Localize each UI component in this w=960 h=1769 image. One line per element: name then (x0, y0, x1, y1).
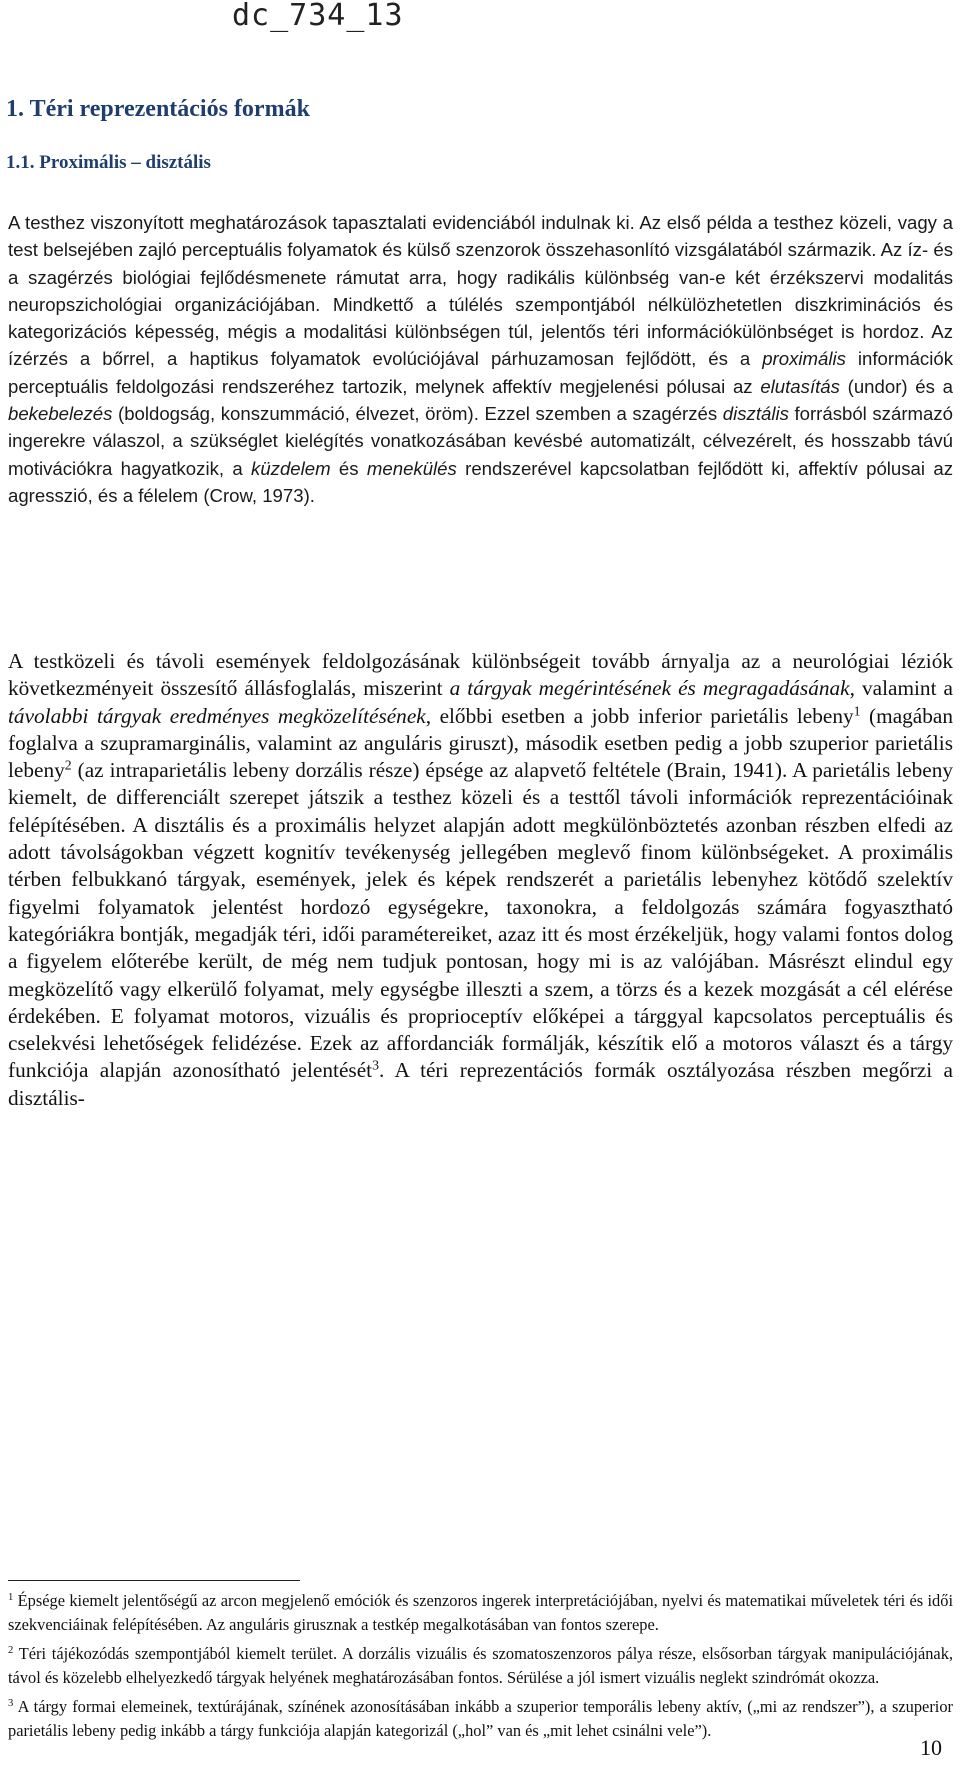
paragraph-2-text: . A téri reprezentációs formák osztályozása részben megőrzi a disztális- (8, 1058, 953, 1110)
footnote-ref-3[interactable]: 3 (372, 1057, 379, 1073)
footnote-number: 2 (8, 1645, 14, 1657)
emphasis-bekebelezes: bekebelezés (8, 403, 113, 425)
footnote-divider (8, 1580, 300, 1581)
emphasis-menekules: menekülés (366, 457, 457, 479)
paragraph-1-text: információk perceptuális feldolgozási rendszeréhez tartozik, melynek affektív megjelenési pólusai az (8, 348, 953, 397)
document-id-header: dc_734_13 (232, 0, 404, 33)
footnote-2 (8, 1642, 953, 1689)
paragraph-1-text: A testhez viszonyított meghatározások tapasztalati evidenciából indulnak ki. Az első példa a testhez közeli, vagy a test belsejében zajló perceptuális folyamatok és külső szenzorok összehasonlító vizsgálatából származik. Az íz- és a szagérzés biológiai fejlődésmenete rámutat arra, hogy radikális különbség van-e két érzékszervi modalitás neuropszichológiai organizációjában. Mindkettő a túlélés szempontjából nélkülözhetetlen diszkriminációs és kategorizációs képesség, mégis a modalitási különbségen túl, jelentős téri információkülönbséget is hordoz. Az ízérzés a bőrrel, a haptikus folyamatok evolúciójával párhuzamosan fejlődött, és a (8, 212, 953, 370)
footnote-number: 3 (8, 1698, 14, 1710)
emphasis-proximalis: proximális (762, 348, 846, 370)
footnote-number: 1 (8, 1592, 14, 1604)
paragraph-2-text: (magában foglalva a szupramarginális, valamint az anguláris giruszt), második esetben pedig a jobb szuperior parietális lebeny (8, 703, 954, 783)
footnote-text: Téri tájékozódás szempontjából kiemelt terület. A dorzális vizuális és szomatoszenzoros pálya része, elsősorban tárgyak manipulációjának, távol és közelebb elhelyezkedő tárgyak helyének meghatározásában fontos. Sérülése a jól ismert vizuális neglekt szindrómát okozza. (8, 1644, 953, 1687)
paragraph-2-text: , előbbi esetben a jobb inferior parietális lebeny (425, 703, 854, 728)
footnote-ref-2[interactable]: 2 (64, 757, 72, 773)
paragraph-1-text: rendszerével kapcsolatban fejlődött ki, affektív pólusai az agresszió, és a félelem (Crow, 1973). (8, 457, 953, 506)
emphasis-tavolabbi-targyak: távolabbi tárgyak eredményes megközelítésének (8, 703, 426, 728)
footnotes (8, 1589, 953, 1742)
footnote-text: A tárgy formai elemeinek, textúrájának, színének azonosításában inkább a szuperior temporális lebeny aktív, („mi az rendszer”), a szuperior parietális lebeny pedig inkább a tárgy funkciója alapján kategorizál („hol” van és „mit lehet csinálni vele”). (8, 1697, 953, 1740)
emphasis-disztalis: disztális (722, 403, 789, 425)
paragraph-2-text: , valamint a (849, 676, 953, 701)
paragraph-1-text: (boldogság, konszummáció, élvezet, öröm). Ezzel szemben a szagérzés (112, 403, 723, 425)
footnote-text: Épsége kiemelt jelentőségű az arcon megjelenő emóciók és szenzoros ingerek interpretációjában, nyelvi és matematikai műveletek téri és idői szekvenciáinak felépítésében. Az anguláris girusznak a testkép megalkotásában van fontos szerepe. (8, 1591, 953, 1634)
footnote-3 (8, 1695, 953, 1742)
emphasis-kuzdelem: küzdelem (251, 457, 331, 479)
paragraph-2 (8, 648, 953, 1112)
paragraph-1 (8, 209, 953, 509)
emphasis-elutasitas: elutasítás (760, 375, 840, 397)
paragraph-1-text: (undor) és a (839, 375, 953, 397)
paragraph-1-text: forrásból származó ingerekre válaszol, a szükséglet kielégítés vonatkozásában kevésbé automatizált, célvezérelt, és hosszabb távú motivációkra hagyatkozik, a (8, 403, 953, 479)
paragraph-1-text: és (330, 457, 367, 479)
subsection-heading: 1.1. Proximális – disztális (6, 152, 211, 173)
paragraph-2-text: A testközeli és távoli események feldolgozásának különbségeit tovább árnyalja az a neurológiai léziók következményeit összesítő állásfoglalás, miszerint (8, 649, 953, 701)
paragraph-2-text: (az intraparietális lebeny dorzális része) épsége az alapvető feltétele (Brain, 1941). A parietális lebeny kiemelt, de differenciált szerepet játszik a testhez közeli és a testtől távoli információk reprezentációinak felépítésében. A disztális és a proximális helyzet alapján adott megkülönböztetés azonban részben elfedi az adott távolságokban végzett kognitív tevékenység jellegében meglevő finom különbségeket. A proximális térben felbukkanó tárgyak, események, jelek és képek rendszerét a parietális lebenyhez kötődő szelektív figyelmi folyamatok jelentést hordozó egységekre, taxonokra, a feldolgozás számára fogyasztható kategóriákra bontják, megadják téri, idői paramétereiket, azaz itt és most érzékeljük, hogy valami fontos dolog a figyelem előterébe került, de még nem tudjuk pontosan, hogy mi is az valójában. Másrészt elindul egy megközelítő vagy elkerülő folyamat, mely egységbe illeszti a szem, a törzs és a kezek mozgását a cél elérése érdekében. E folyamat motoros, vizuális és proprioceptív előképei a tárggyal kapcsolatos perceptuális és cselekvési lehetőségek felidézése. Ezek az affordanciák formálják, készítik elő a motoros választ és a tárgy funkciója alapján azonosítható jelentését (8, 758, 953, 1083)
page-number: 10 (920, 1735, 942, 1760)
emphasis-targyak-megerintese: a tárgyak megérintésének és megragadásának (449, 676, 850, 701)
footnote-ref-1[interactable]: 1 (853, 702, 861, 718)
section-heading: 1. Téri reprezentációs formák (6, 96, 310, 122)
footnote-1 (8, 1589, 953, 1636)
